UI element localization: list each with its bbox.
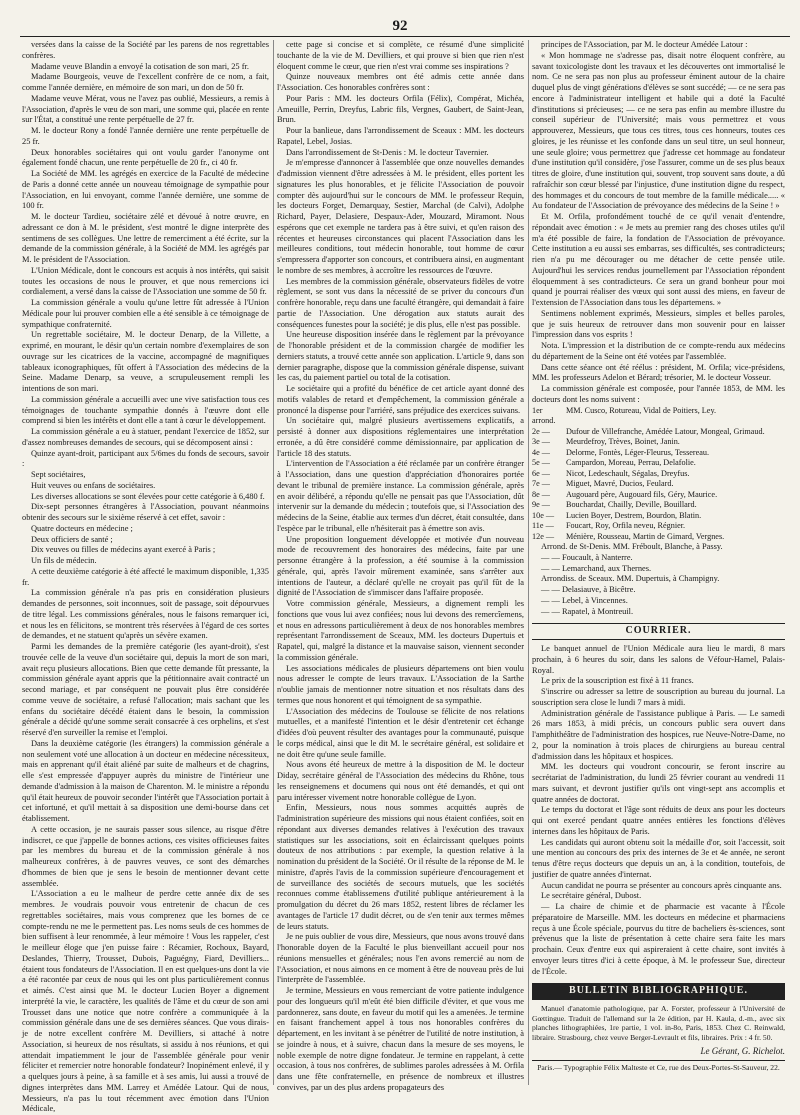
header-rule (20, 36, 790, 37)
commission-row (532, 406, 785, 427)
paragraph: Dans cette séance ont été réélus : président, M. Orfila; vice-présidens, MM. les professeurs Adelon et Bérard; trésorier, M. le docteur Vosseur. (532, 362, 785, 383)
paragraph: Je ne puis oublier de vous dire, Messieurs, que nous avons trouvé dans l'honorable doyen de la Faculté le plus bienveillant accueil pour nos réunions mensuelles et générales; nous l'en avons remercié au nom de l'Association, et nous aimons en ce moment à être de nouveau près de lui l'interprète de l'assemblée. (277, 932, 524, 985)
paragraph: L'intervention de l'Association a été réclamée par un confrère étranger à l'Association, dans une question d'appréciation d'honoraires portée devant le tribunal de première instance. La commission générale, après en avoir délibéré, a répondu qu'elle ne pensait pas que l'Association, dût intervenir sur la demande du médecin ; toutefois que, si l'Association des médecins de la Seine, établie aux termes d'un décret, était consultée, dans l'espèce par le tribunal, elle n'hésiterait pas à émettre son avis. (277, 459, 524, 533)
member-names: Bouchardat, Chailly, Deville, Bouillard. (566, 500, 697, 509)
arrondissement-line: — — Foucault, à Nanterre. (541, 552, 633, 562)
paragraph: Je m'empresse d'annoncer à l'assemblée que onze nouvelles demandes d'admission viennent d'être adressées à M. le président, elles portent les signatures les plus honorables, et je félicite l'Association de pouvoir compter dès aujourd'hui sur le concours de MM. le professeur Requin, les docteurs Forget, Demarquay, Sestier, Marchal (de Calvi), Adolphe Richard, Payer, Delasiere, Despaux-Ader, Mouzard, Miramont. Nous espérons que cet exemple ne tardera pas à être suivi, et qu'en raison des récentes et heureuses circonstances qui placent l'Association dans les meilleures conditions, tout médecin honorable, tout homme de cœur s'empressera d'apporter son concours, et contribuera ainsi, en augmentant le nombre de ses membres, à accroître les ressources de l'œuvre. (277, 158, 524, 275)
paragraph: La commission générale n'a pas pris en considération plusieurs demandes de personnes, soit inconnues, soit de passage, soit dépourvues de titre légal. Les commissions générales, nous le faisons remarquer ici, et nous les en félicitons, se montrent très réservées à l'égard de ces sortes de demandes, et ne statuent qu'après un sévère examen. (22, 588, 269, 641)
paragraph: Madame Bourgeois, veuve de l'excellent confrère de ce nom, a fait, comme l'année dernière, en mémoire de son mari, un don de 50 fr. (22, 72, 269, 92)
paragraph: Un regrettable sociétaire, M. le docteur Denarp, de la Villette, a exprimé, en mourant, le désir qu'un certain nombre d'exemplaires de son ouvrage sur les cicatrices de la vaccine, accompagné de magnifiques tableaux iconographiques, fût offert à l'Association des médecins de la Seine. Madame Denarp, sa veuve, a scrupuleusement rempli les intentions de son mari. (22, 330, 269, 393)
paragraph: Le banquet annuel de l'Union Médicale aura lieu le mardi, 8 mars prochain, à 6 heures du soir, dans les salons de Véfour-Hamel, Palais-Royal. (532, 644, 785, 675)
member-names: Lucien Boyer, Destrem, Bourdon, Blatin. (566, 510, 702, 520)
paragraph: La commission générale a voulu qu'une lettre fût adressée à l'Union Médicale pour lui prouver combien elle a été sensible à ce témoignage de sympathique confraternité. (22, 298, 269, 329)
paragraph: Sept sociétaires, (31, 470, 86, 479)
paragraph: L'Association des médecins de Toulouse se félicite de nos relations mutuelles, et a manifesté l'intention et le désir d'entretenir cet échange d'idées d'où peuvent résulter des avantages pour la communauté, puisque le corps médical, ainsi que le dit M. le secrétaire général, est solidaire et ne doit être qu'une seule famille. (277, 706, 524, 759)
paragraph: Une proposition longuement développée et motivée d'un nouveau mode de recouvrement des honoraires des médecins, faite par une personne étrangère à la profession, a été soumise à la commission générale, qui, après l'avoir mûrement examinée, sans s'arrêter aux intentions de l'auteur, a déclaré qu'elle ne croyait pas qu'il fût de la dignité de l'Association de s'immiscer dans l'affaire proposée. (277, 534, 524, 598)
member-names: Nicot, Ledeschault, Ségalas, Dreyfus. (566, 468, 690, 478)
member-names: Foucart, Roy, Orfila neveu, Régnier. (566, 521, 686, 530)
paragraph: Pour la banlieue, dans l'arrondissement de Sceaux : MM. les docteurs Rapatel, Lebel, Josias. (277, 126, 524, 146)
paragraph: Dix-sept personnes étrangères à l'Association, pouvant néanmoins obtenir des secours sur le sixième réservé à cet effet, savoir : (22, 502, 269, 522)
paragraph: Quinze nouveaux membres ont été admis cette année dans l'Association. Ces honorables confrères sont : (277, 72, 524, 92)
member-names: Campardon, Moreau, Perrau, Delafolie. (566, 458, 696, 467)
paragraph: Deux honorables sociétaires qui ont voulu garder l'anonyme ont également fondé chacun, une rente perpétuelle de 20 fr., ci 40 fr. (22, 147, 269, 168)
commission-table (532, 406, 785, 543)
paragraph: La commission générale est composée, pour l'année 1853, de MM. les docteurs dont les noms suivent : (532, 384, 785, 404)
paragraph: cette page si concise et si complète, ce résumé d'une simplicité touchante de la vie de M. Devilliers, et qui prouve si bien que rien n'est éloquent comme le cœur, que rien n'est vrai comme ses inspirations ? (277, 40, 524, 71)
arrondissement-label: 10e — (532, 510, 555, 520)
paragraph: Un sociétaire qui, malgré plusieurs avertissemens explicatifs, a persisté à donner aux dispositions réglementaires une interprétation erronée, a dû être considéré comme démissionnaire, par application de l'article 18 des statuts. (277, 416, 524, 458)
paragraph: Dix veuves ou filles de médecins ayant exercé à Paris ; (31, 545, 216, 555)
paragraph: Deux officiers de santé ; (31, 534, 113, 544)
paragraph: — La chaire de chimie et de pharmacie est vacante à l'École préparatoire de Marseille. MM. les docteurs en médecine et pharmaciens reçus à une École spéciale, pourvus du titre de bacheliers ès-sciences, sont prévenus que la liste de présentation à cette chaire sera faite les mars prochain. Ceux d'entre eux qui aspireraient à cette chaire, sont invités à envoyer leurs titres d'ici à cette époque, à M. le professeur Sue, directeur de l'École. (532, 902, 785, 976)
member-names: MM. Cusco, Rotureau, Vidal de Poitiers, Ley. (566, 405, 717, 415)
paragraph: Madame veuve Blandin a envoyé la cotisation de son mari, 25 fr. (31, 61, 249, 71)
commission-row (532, 521, 785, 532)
arrondissement-line: — — Delasiauve, à Bicêtre. (541, 585, 636, 594)
paragraph: Aucun candidat ne pourra se présenter au concours après cinquante ans. (541, 880, 782, 890)
commission-row (532, 490, 785, 501)
courrier-heading: COURRIER. (532, 623, 785, 640)
column-divider (528, 40, 529, 1085)
member-names: Dufour de Villefranche, Amédée Latour, Mongeal, Grimaud. (566, 426, 765, 436)
paragraph: A cette deuxième catégorie à été affecté le maximum disponible, 1,335 fr. (22, 566, 269, 587)
paragraph: S'inscrire ou adresser sa lettre de souscription au bureau du journal. La souscription sera close le lundi 7 mars à midi. (532, 687, 785, 707)
commission-row (532, 458, 785, 469)
paragraph: principes de l'Association, par M. le docteur Amédée Latour : (541, 40, 748, 49)
arrondissement-label: 3e — (532, 437, 550, 446)
paragraph: versées dans la caisse de la Société par les parens de nos regrettables confrères. (22, 40, 269, 60)
paragraph: Les associations médicales de plusieurs départemens ont bien voulu nous adresser le compte de leurs travaux. L'Association de la Sarthe n'oublie jamais de mentionner notre situation et nos résultats dans des termes que nous honorent et qui témoignent de sa sympathie. (277, 663, 524, 705)
paragraph: La commission générale a accueilli avec une vive satisfaction tous ces témoignages de touchante sympathie donnés à l'œuvre dont elle comprend si bien les intérêts et dont elle a tant à cœur le développement. (22, 394, 269, 426)
page-number: 92 (392, 18, 408, 34)
bulletin-heading: BULLETIN BIBLIOGRAPHIQUE. (532, 983, 785, 1000)
column-2 (277, 40, 524, 1092)
paragraph: Nota. L'impression et la distribution de ce compte-rendu aux médecins du département de la Seine ont été votées par l'assemblée. (532, 341, 785, 361)
member-names: Miguet, Mavré, Ducios, Feulard. (566, 479, 674, 488)
arrondissement-label: 2e — (532, 426, 550, 436)
arrondissement-label: 7e — (532, 479, 550, 488)
paragraph: Et M. Orfila, profondément touché de ce qu'il venait d'entendre, répondait avec émotion : « Je mets au premier rang des choses utiles qu'il m'a été possible de faire, la fondation de l'Association de prévoyance. Cette institution a eu aussi ses embarras, ses difficultés, ses contradicteurs; rien n'a pu me décourager ou me détacher de cette pensée utile. Aujourd'hui les services rendus journellement par l'Association répondent éloquemment à ses contradicteurs. Ce sera un grand bonheur pour moi quand je pourrai réaliser des vœux qui sont aussi des miens, en faveur de l'extension de l'Association dans tous les départemens. » (532, 212, 785, 307)
paragraph: La Société de MM. les agrégés en exercice de la Faculté de médecine de Paris a donné cette année un nouveau témoignage de sympathie pour l'Association, en lui envoyant, comme l'année dernière, une somme de 100 fr. (22, 169, 269, 211)
member-names: Delorme, Fontès, Léger-Fleurus, Tessereau. (566, 447, 710, 457)
paragraph: Nous avons été heureux de mettre à la disposition de M. le docteur Diday, secrétaire général de l'Association des médecins du Rhône, tous les renseignemens et documens qui nous ont été demandés, et qui ont paru intéresser vivement notre honorable collègue de Lyon. (277, 760, 524, 802)
paragraph: Le prix de la souscription est fixé à 11 francs. (541, 676, 694, 686)
paragraph: Le sociétaire qui a profité du bénéfice de cet article ayant donné des motifs valables de retard et d'empêchement, la commission générale a prononcé la dispense pour l'arriéré, sans préjudice des exercices suivans. (277, 384, 524, 415)
paragraph: MM. les docteurs qui voudront concourir, se feront inscrire au secrétariat de l'administration, du lundi 25 février courant au vendredi 11 mars suivant, et devront justifier qu'ils ont vingt-sept ans accomplis et quatre années de doctorat. (532, 762, 785, 804)
paragraph: Le temps du doctorat et l'âge sont réduits de deux ans pour les docteurs qui ont exercé pendant quatre années entières les fonctions d'élèves internes dans les hôpitaux de Paris. (532, 805, 785, 836)
paragraph: Le secrétaire général, Dubost. (541, 891, 642, 901)
bibliography-entry: Manuel d'anatomie pathologique, par A. Forster, professeur à l'Université de Gœttingue. Traduit de l'allemand sur la 2e édition, par H. Kaula, d.-m., avec six planches lithographiées, 1re partie, 1 vol. in-8o, Paris, 1853. Chez C. Reinwald, libraire. Strasbourg, chez veuve Berger-Levrault et fils, libraires. Prix : 4 fr. 50. (532, 1004, 785, 1042)
column-3 (532, 40, 785, 1085)
paragraph: M. le docteur Rony a fondé l'année dernière une rente perpétuelle de 25 fr. (22, 126, 269, 146)
commission-row (532, 532, 785, 543)
paragraph: L'Union Médicale, dont le concours est acquis à nos intérêts, qui saisit toutes les occasions de nous le prouver, et que nous remercions ici cordialement, a versé dans la caisse de l'Association une somme de 50 fr. (22, 265, 269, 297)
arrondissement-label: 8e — (532, 489, 550, 499)
paragraph: Parmi les demandes de la première catégorie (les ayant-droit), s'est trouvée celle de la veuve d'un sociétaire qui, depuis la mort de son mari, avait reçu plusieurs allocations. Bien que cette demande fût pressante, la commission générale ayant appris que la pétitionnaire avait contracté un second mariage, et par conséquent ne pouvait plus être considérée comme veuve de sociétaire, a refusé l'allocation; mais sachant que les enfans du sociétaire décédé étaient dans le besoin, la commission générale a décidé qu'une somme serait consacrée à ces orphelins, et s'est réservé d'en surveiller la remise et l'emploi. (22, 642, 269, 737)
arrondissement-label: 12e — (532, 531, 555, 541)
arrondissement-label: 11e — (532, 521, 554, 530)
paragraph: « Mon hommage ne s'adresse pas, disait notre éloquent confrère, au savant toxicologiste dont les travaux et les découvertes ont immortalisé le nom. Ce ne sera pas non plus au professeur éminent autour de la chaire duquel plus de vingt générations d'élèves se sont succédé; — ce ne sera pas encore à l'administrateur intelligent et habile qui a doté la Faculté d'institutions si précieuses; — ce ne sera pas enfin au membre illustre du conseil supérieur de l'Université; mais vous permettrez et vous approuverez, Messieurs, que tous ces titres, tous ces honneurs, toutes ces gloires, je les réunisse et les confonde dans un seul titre, un seul honneur, une seule gloire; vous permettrez que j'adresse cet hommage au fondateur d'une institution qu'il considère, j'ose l'assurer, comme un de ses plus beaux titres de gloire, d'une institution qui, souvent, trop souvent sans doute, a dû rafraîchir son cœur blessé par l'injustice, d'une institution digne du respect, des hommages et du concours de tout membre de la famille médicale..... « Au fondateur de l'Association de prévoyance des médecins de la Seine ! » (532, 50, 785, 211)
paragraph: A cette occasion, je ne saurais passer sous silence, au risque d'être indiscret, ce que j'appelle de bonnes actions, ces visites officieuses faites par les membres du bureau et de la commission générale à nos malheureux confrères, à de pauvres veuves, ce sont des démarches d'hommes de bien que je sens le besoin de mentionner devant cette assemblée. (22, 824, 269, 888)
paragraph: Administration générale de l'assistance publique à Paris. — Le samedi 26 mars 1853, à midi précis, un concours public sera ouvert dans l'amphithéâtre de l'administration des hospices, rue Neuve-Notre-Dame, no 2, pour la nomination à trois places de chirurgiens au bureau central d'admission dans les hôpitaux et hospices. (532, 708, 785, 761)
paragraph: Les candidats qui auront obtenu soit la médaille d'or, soit l'accessit, soit une mention au concours des prix des internes de 3e et 4e année, ne seront tenus d'être reçus docteurs que depuis un an, à la condition, toutefois, de justifier de quatre années d'internat. (532, 837, 785, 879)
paragraph: Dans l'arrondissement de St-Denis : M. le docteur Tavernier. (286, 147, 489, 157)
member-names: Meurdefroy, Trèves, Boinet, Janin. (566, 437, 680, 446)
paragraph: M. le docteur Tardieu, sociétaire zélé et dévoué à notre œuvre, en adressant ce don à M. le président, s'est montré le digne interprète des sentimens de ses collègues. Une lettre de remerciment a été écrite, sur la demande de la commission générale, à la Société de MM. les agrégés par M. le président de l'Association. (22, 212, 269, 264)
imprint-line: Paris.— Typographie Félix Malteste et Ce, rue des Deux-Portes-St-Sauveur, 22. (532, 1060, 785, 1074)
commission-row (532, 500, 785, 511)
member-names: Ménière, Rousseau, Martin de Gimard, Vergnes. (566, 531, 725, 541)
gerant-signature: Le Gérant, G. Richelot. (700, 1046, 785, 1057)
paragraph: Huit veuves ou enfans de sociétaires. (31, 480, 156, 490)
column-1 (22, 40, 269, 1114)
commission-row (532, 511, 785, 522)
arrondissement-label: 5e — (532, 458, 550, 467)
arrondissement-line: Arrondiss. de Sceaux. MM. Dupertuis, à Champigny. (541, 574, 720, 584)
paragraph: Les diverses allocations se sont élevées pour cette catégorie à 6,480 f. (31, 491, 265, 501)
paragraph: La commission générale a eu à statuer, pendant l'exercice de 1852, sur d'assez nombreuses demandes de secours, qui se décomposent ainsi : (22, 427, 269, 447)
arrondissement-label: 1er arrond. (532, 405, 556, 425)
arrondissement-line: — — Lemarchand, aux Thernes. (541, 563, 652, 573)
paragraph: Un fils de médecin. (31, 556, 97, 565)
paragraph: Votre commission générale, Messieurs, a dignement rempli les fonctions que vous lui avez confiées; nous lui devons des remercîemens, et nous en adressons particulièrement à deux de nos honorables membres représentant l'arrondissement de Sceaux, MM. les docteurs Dupertuis et Rapatel, qui, malgré la distance et la mauvaise saison, viennent seconder la commission générale. (277, 599, 524, 662)
arrondissement-label: 9e — (532, 500, 550, 509)
paragraph: Quinze ayant-droit, participant aux 5/6mes du fonds de secours, savoir : (22, 448, 269, 469)
arrondissement-line: — — Rapatel, à Montreuil. (541, 606, 634, 616)
paragraph: Les membres de la commission générale, observateurs fidèles de votre règlement, se sont vus dans la nécessité de se priver du concours d'un confrère honorable, reçu dans une faculté étrangère, qui demandait à faire partie de l'Association. Une dérogation aux statuts aurait des conséquences funestes pour la société; je dis plus, elle n'est pas possible. (277, 276, 524, 329)
paragraph: Madame veuve Mérat, vous ne l'avez pas oublié, Messieurs, a remis à l'Association, d'après le vœu de son mari, une somme qui, placée en rente sur l'État, a constitué une rente perpétuelle de 27 fr. (22, 93, 269, 125)
paragraph: Enfin, Messieurs, nous nous sommes acquittés auprès de l'administration supérieure des missions qui nous étaient confiées, soit en répondant aux diverses demandes relatives à l'exécution des travaux statistiques sur les associations, soit en éclaircissant quelques points douteux de nos attributions : par exemple, la question relative à la nomination du président de la Société. Or il résulte de la réponse de M. le ministre, d'après l'avis de la commission supérieure d'encouragement et de surveillance des sociétés de secours mutuels, que les sociétés reconnues comme établissemens d'utilité publique antérieurement à la promulgation du décret du 26 mars 1852, restent libres de réclamer les avantages de l'article 17 dudit décret, ou de s'en tenir aux termes mêmes de leurs statuts. (277, 803, 524, 931)
arrondissement-line: — — Lebel, à Vincennes. (541, 595, 628, 605)
commission-row (532, 469, 785, 480)
member-names: Augouard père, Augouard fils, Géry, Maurice. (566, 489, 718, 499)
paragraph: Quatre docteurs en médecine ; (31, 523, 133, 533)
paragraph: Je termine, Messieurs en vous remerciant de votre patiente indulgence pour des longueurs qu'il m'eût été bien difficile d'éviter, et que vous me pardonnerez, sans doute, en faveur du motif qui les a amenées. Je termine en faisant franchement appel à tous nos honorables confrères du département, en les invitant à se pénétrer de l'utilité de notre institution, à se joindre à nous, et à suivre, chacun dans la mesure de ses moyens, le noble exemple de notre digne fondateur. Je termine en rappelant, à cette occasion, à tous nos confrères, de sublimes paroles adressées à M. Orfila dans une fête confraternelle, en présence de nombreux et illustres convives, par un des plus ardens propagateurs des (277, 986, 524, 1092)
commission-row (532, 479, 785, 490)
arrondissement-label: 6e — (532, 468, 550, 478)
paragraph: Sentimens noblement exprimés, Messieurs, simples et belles paroles, que je suis heureux de retrouver dans mon souvenir pour en laisser l'impression dans vos esprits ! (532, 308, 785, 340)
paragraph: L'Association a eu le malheur de perdre cette année dix de ses membres. Je voudrais pouvoir vous entretenir de chacun de ces regrettables sociétaires, mais vous comprenez que les bornes de ce compte-rendu ne me le permettent pas. Les noms seuls de ces hommes de bien suffisent à leur renommée, à leur mémoire ! Vous les rappeler, c'est le meilleur éloge que j'en puisse faire : Récamier, Rochoux, Bayard, Deslandes, Thierry, Trousset, Dubois, Paguégny, Fiard, Devilliers... étaient tous fondateurs de l'Association. Il en est quelques-uns dont la vie a été racontée par ceux de nous qui les ont plus particulièrement connus et aimés. C'est ainsi que M. le docteur Lucien Boyer a dignement interprété la vie, le caractère, les qualités de l'âme et du cœur de son ami Trousset dans une notice que notre confrère a communiquée à la commission générale dans une de ses dernières séances. Que vous dirais-je de notre excellent confrère M. Devilliers, si attaché à notre Association, si heureux de nos résultats, si assidu à nos réunions, et qui attendait impatiemment le jour de l'assemblée générale pour venir féliciter et remercier notre honorable fondateur? Inopinément enlevé, il y a quelques jours à peine, à sa famille et à ses amis, lui aussi a trouvé de dignes interprètes dans MM. Larrey et Amédée Latour. Qui de nous, Messieurs, n'a pas lu tout récemment avec émotion dans l'Union Médicale, (22, 889, 269, 1114)
column-divider (273, 40, 274, 1085)
commission-row (532, 448, 785, 459)
paragraph: Pour Paris : MM. les docteurs Orfila (Félix), Compérat, Michéa, Ameuille, Perrin, Dreyfus, Labric fils, Vergnes, Gaubert, de Saint-Jean, Brun. (277, 93, 524, 125)
arrondissement-line: Arrond. de St-Denis. MM. Fréboult, Blanche, à Passy. (541, 542, 723, 551)
commission-row (532, 437, 785, 448)
arrondissement-label: 4e — (532, 447, 550, 457)
commission-row (532, 427, 785, 438)
paragraph: Une heureuse disposition insérée dans le règlement par la prévoyance de l'honorable président et de la commission chargée de modifier les derniers statuts, a trouvé cette année son application. L'article 9, dans son dernier paragraphe, dispose que la commission générale dispense, suivant les cas, du paiement partiel ou total de la cotisation. (277, 330, 524, 383)
paragraph: Dans la deuxième catégorie (les étrangers) la commission générale a non seulement voté une allocation à un docteur en médecine nécessiteux, mais en apprenant qu'il était aliéné par suite de malheurs et de chagrins, elle s'est empressée d'appuyer auprès du ministre de l'intérieur une demande d'admission à la maison de Charenton. M. le ministre a répondu qu'il était heureux de pouvoir seconder l'intérêt que l'Association portait à cet infortuné, et qu'il mettait à sa disposition une demi-bourse dans cet établissement. (22, 738, 269, 823)
